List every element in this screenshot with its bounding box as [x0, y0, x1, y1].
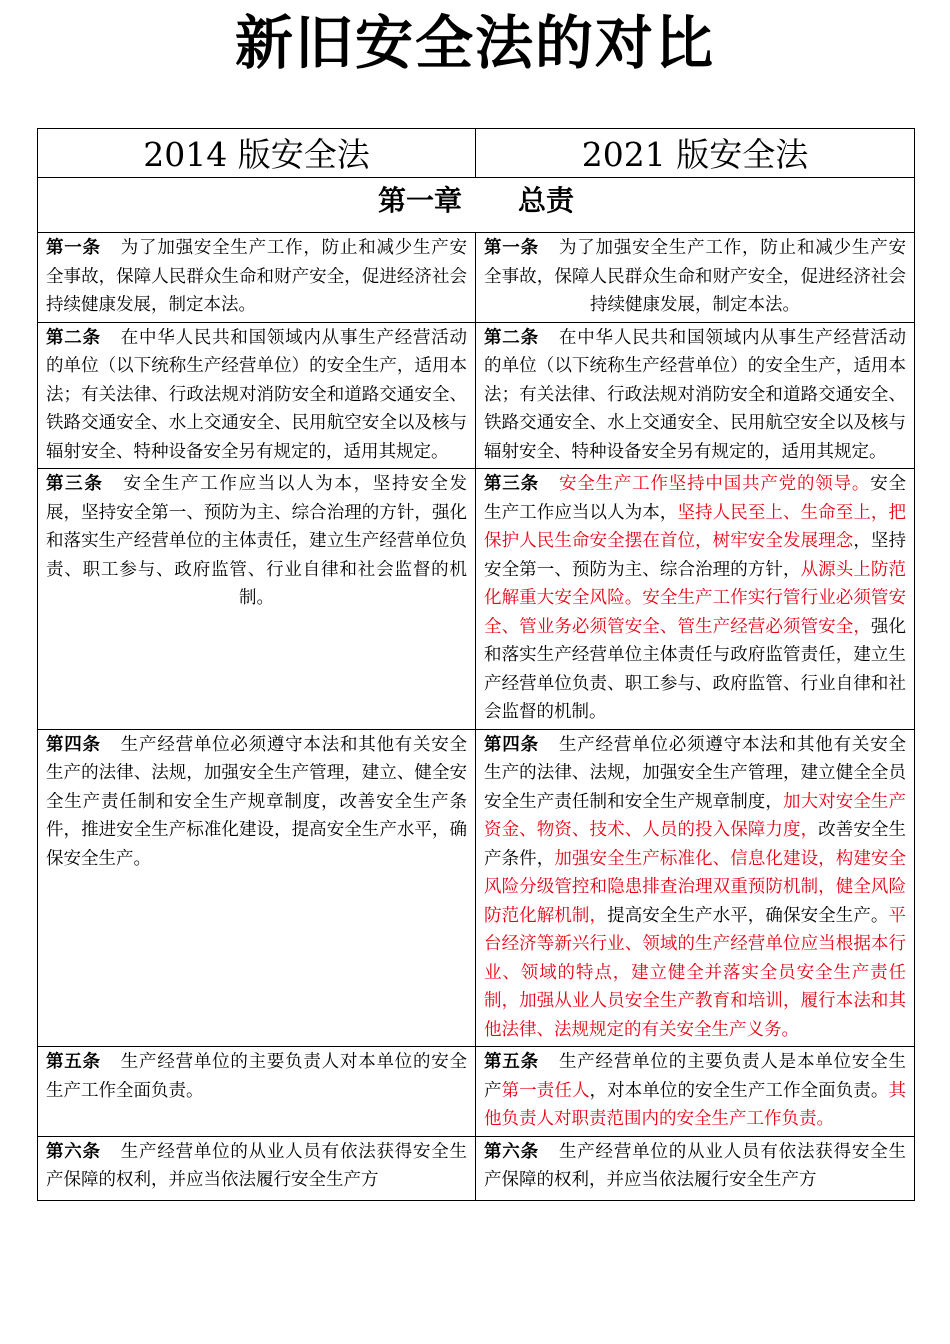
- article-text: 在中华人民共和国领域内从事生产经营活动的单位（以下统称生产经营单位）的安全生产，适用本法；有关法律、行政法规对消防安全和道路交通安全、铁路交通安全、水上交通安全、民用航空安全以及核与辐射安全、特种设备安全另有规定的，适用其规定。: [484, 327, 907, 462]
- article-2014: [38, 1136, 476, 1200]
- article-2021: [476, 729, 915, 1047]
- article-number: 第六条: [46, 1141, 101, 1162]
- article-number: 第三条: [484, 474, 539, 494]
- article-text: 在中华人民共和国领域内从事生产经营活动的单位（以下统称生产经营单位）的安全生产，适用本法；有关法律、行政法规对消防安全和道路交通安全、铁路交通安全、水上交通安全、民用航空安全以及核与辐射安全、特种设备安全另有规定的，适用其规定。: [46, 327, 468, 462]
- article-text: ，坚持安全第一、预防为主、综合治理的方针，: [484, 531, 907, 580]
- article-2021: [476, 469, 915, 730]
- added-text: 加强安全生产标准化、信息化建设，构建安全风险分级管控和隐患排查治理双重预防机制，健全风险防范化解机制，: [484, 848, 907, 926]
- article-text: 生产经营单位的主要负责人对本单位的安全生产工作全面负责。: [46, 1052, 468, 1101]
- article-text: 生产经营单位必须遵守本法和其他有关安全生产的法律、法规，加强安全生产管理，建立健全全员安全生产责任制和安全生产规章制度，: [484, 734, 907, 812]
- added-text: 坚持人民至上、生命至上，把保护人民生命安全摆在首位，树牢安全发展理念: [484, 502, 907, 551]
- table-row: [38, 729, 915, 1047]
- header-2021: 2021 版安全法: [476, 129, 915, 178]
- article-text: ，对本单位的安全生产工作全面负责。: [589, 1080, 889, 1101]
- article-2021: [476, 1136, 915, 1200]
- article-text: 强化和落实生产经营单位主体责任与政府监管责任，建立生产经营单位负责、职工参与、政府监管、行业自律和社会监督的机制。: [484, 616, 907, 722]
- added-text: 平台经济等新兴行业、领域的生产经营单位应当根据本行业、领域的特点，建立健全并落实全员安全生产责任制，加强从业人员安全生产教育和培训，履行本法和其他法律、法规规定的有关安全生产义务。: [484, 905, 906, 1040]
- article-text: 安全生产工作应当以人为本，: [484, 474, 907, 523]
- article-number: 第一条: [46, 238, 101, 258]
- article-2021: [476, 233, 915, 323]
- article-clip: [484, 1138, 906, 1200]
- article-number: 第三条: [46, 474, 104, 494]
- chapter-heading: [38, 178, 915, 233]
- chapter-row: [38, 178, 915, 233]
- article-2014: [38, 322, 476, 469]
- header-2014: 2014 版安全法: [38, 129, 476, 178]
- article-text: 为了加强安全生产工作，防止和减少生产安全事故，保障人民群众生命和财产安全，促进经济社会持续健康发展，制定本法。: [46, 238, 468, 315]
- article-number: 第五条: [46, 1052, 101, 1072]
- article-text: 生产经营单位必须遵守本法和其他有关安全生产的法律、法规，加强安全生产管理，建立、健全安全生产责任制和安全生产规章制度，改善安全生产条件，推进安全生产标准化建设，提高安全生产水平，确保安全生产。: [46, 734, 468, 869]
- table-row: [38, 233, 915, 323]
- article-2021: [476, 322, 915, 469]
- article-text: 为了加强安全生产工作，防止和减少生产安全事故，保障人民群众生命和财产安全，促进经济社会持续健康发展，制定本法。: [484, 238, 907, 315]
- article-clip: [46, 1138, 467, 1200]
- chapter-name: 总责: [518, 184, 575, 217]
- added-text: 安全生产工作坚持中国共产党的领导。: [558, 474, 871, 494]
- article-number: 第五条: [484, 1052, 539, 1072]
- article-2014: [38, 469, 476, 730]
- article-number: 第一条: [484, 238, 539, 258]
- table-row: [38, 1047, 915, 1137]
- added-text: 第一责任人: [501, 1080, 590, 1101]
- table-row: [38, 1136, 915, 1200]
- added-text: 加大对安全生产资金、物资、技术、人员的投入保障力度，: [484, 791, 907, 840]
- article-text: 安全生产工作应当以人为本，坚持安全发展，坚持安全第一、预防为主、综合治理的方针，强化和落实生产经营单位的主体责任，建立生产经营单位负责、职工参与、政府监管、行业自律和社会监督的机制。: [46, 474, 468, 608]
- article-text: 生产经营单位的从业人员有依法获得安全生产保障的权利，并应当依法履行安全生产方: [46, 1141, 467, 1190]
- table-row: [38, 322, 915, 469]
- article-2014: [38, 729, 476, 1047]
- article-2014: [38, 1047, 476, 1137]
- article-number: 第六条: [484, 1141, 539, 1162]
- page-title: 新旧安全法的对比: [234, 9, 715, 77]
- article-text: 提高安全生产水平，确保安全生产。: [607, 905, 889, 926]
- added-text: 从源头上防范化解重大安全风险。安全生产工作实行管行业必须管安全、管业务必须管安全、管生产经营必须管安全，: [484, 559, 907, 637]
- added-text: 其他负责人对职责范围内的安全生产工作负责。: [484, 1080, 907, 1129]
- article-text: 改善安全生产条件，: [484, 820, 907, 869]
- article-number: 第四条: [484, 734, 539, 755]
- article-2014: [38, 233, 476, 323]
- table-row: [38, 469, 915, 730]
- article-2021: [476, 1047, 915, 1137]
- comparison-table: [37, 128, 915, 1201]
- article-number: 第四条: [46, 734, 101, 755]
- article-text: 生产经营单位的从业人员有依法获得安全生产保障的权利，并应当依法履行安全生产方: [484, 1141, 906, 1190]
- table-header-row: [38, 129, 915, 178]
- chapter-number: 第一章: [377, 184, 462, 217]
- article-number: 第二条: [46, 327, 101, 348]
- article-number: 第二条: [484, 327, 539, 348]
- article-text: 生产经营单位的主要负责人是本单位安全生产: [484, 1052, 907, 1101]
